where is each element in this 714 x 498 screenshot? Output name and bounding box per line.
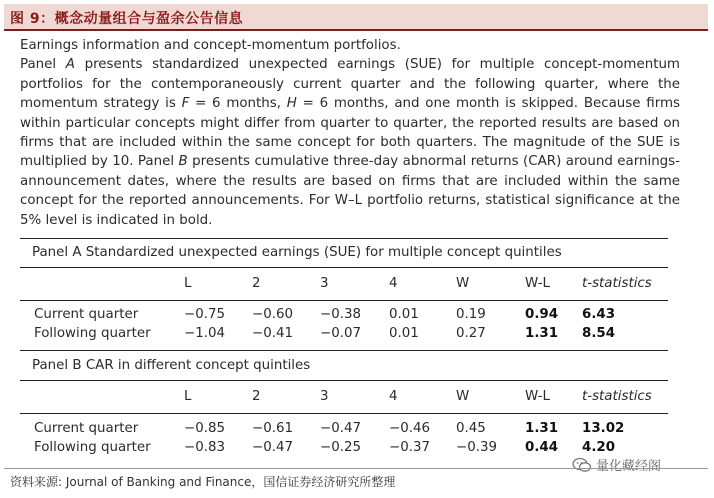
caption-heading: Earnings information and concept-momentum portfolios. xyxy=(20,38,401,53)
col-header: 3 xyxy=(320,276,329,291)
table-cell: 8.54 xyxy=(582,326,616,341)
col-header: 4 xyxy=(389,276,398,291)
col-header: t-statistics xyxy=(582,276,652,291)
table-cell: 0.01 xyxy=(389,326,419,341)
table-cell: −0.46 xyxy=(389,421,431,436)
table-cell: 0.44 xyxy=(525,440,559,455)
col-header: t-statistics xyxy=(582,389,652,404)
table-cell: 0.94 xyxy=(525,307,559,322)
caption-body: Panel A presents standardized unexpected earnings (SUE) for multiple concept-momentum portfolios for the contemporaneously current quarter and the following quarter, where the momentum strategy is F = 6 months, H = 6 months, and one month is skipped. Because firms within particular concepts might differ from quarter to quarter, the reported results are based on firms that are included within the same concept for both quarters. The magnitude of the SUE is multiplied by 10. Panel B presents cumulative three-day abnormal returns (CAR) around earnings-announcement dates, where the results are based on firms that are included within the same concept for the reported announcements. For W–L portfolio returns, statistical significance at the 5% level is indicated in bold. xyxy=(20,57,680,228)
figure-title-bar xyxy=(4,4,708,31)
table-cell: 0.27 xyxy=(456,326,486,341)
source-note: 资料来源: Journal of Banking and Finance，国信证券经济研究所整理 xyxy=(10,475,396,489)
col-header: L xyxy=(184,389,192,404)
table-cell: 0.01 xyxy=(389,307,419,322)
footer-divider xyxy=(4,468,708,469)
table-rule-top xyxy=(20,238,668,239)
panel-b-header-row xyxy=(0,389,714,409)
figure-caption xyxy=(20,36,680,230)
table-rule xyxy=(20,413,668,414)
watermark-text: 量化藏经阁 xyxy=(596,459,662,474)
panel-a-header-row xyxy=(0,276,714,296)
row-label: Following quarter xyxy=(34,440,151,455)
table-rule xyxy=(20,350,668,351)
row-label: Current quarter xyxy=(34,307,139,322)
table-cell: 6.43 xyxy=(582,307,616,322)
col-header: 3 xyxy=(320,389,329,404)
table-cell: −0.60 xyxy=(252,307,294,322)
col-header: W-L xyxy=(525,276,550,291)
row-label: Following quarter xyxy=(34,326,151,341)
table-cell: −0.83 xyxy=(184,440,226,455)
table-cell: −0.47 xyxy=(252,440,294,455)
table-cell: 0.19 xyxy=(456,307,486,322)
figure-title: 图 9：概念动量组合与盈余公告信息 xyxy=(10,11,244,27)
table-cell: 13.02 xyxy=(582,421,625,436)
table-row xyxy=(0,421,714,441)
table-row xyxy=(0,326,714,346)
wechat-icon xyxy=(572,457,592,473)
col-header: W xyxy=(456,389,470,404)
table-cell: 1.31 xyxy=(525,421,559,436)
table-cell: −0.85 xyxy=(184,421,226,436)
table-cell: −0.61 xyxy=(252,421,294,436)
watermark xyxy=(572,454,708,476)
table-rule xyxy=(20,300,668,301)
table-cell: −0.75 xyxy=(184,307,226,322)
table-cell: −0.47 xyxy=(320,421,362,436)
table-cell: −0.38 xyxy=(320,307,362,322)
table-rule xyxy=(20,267,668,268)
table-cell: 1.31 xyxy=(525,326,559,341)
col-header: 4 xyxy=(389,389,398,404)
table-cell: 4.20 xyxy=(582,440,616,455)
table-cell: 0.45 xyxy=(456,421,486,436)
table-cell: −0.07 xyxy=(320,326,362,341)
table-rule xyxy=(20,380,668,381)
table-cell: −0.37 xyxy=(389,440,431,455)
table-cell: −0.25 xyxy=(320,440,362,455)
table-cell: −0.39 xyxy=(456,440,498,455)
panel-a-title: Panel A Standardized unexpected earnings (SUE) for multiple concept quintiles xyxy=(32,245,562,260)
table-cell: −0.41 xyxy=(252,326,294,341)
col-header: L xyxy=(184,276,192,291)
table-cell: −1.04 xyxy=(184,326,226,341)
row-label: Current quarter xyxy=(34,421,139,436)
col-header: 2 xyxy=(252,276,261,291)
panel-b-title: Panel B CAR in different concept quintiles xyxy=(32,358,311,373)
col-header: W-L xyxy=(525,389,550,404)
table-row xyxy=(0,307,714,327)
col-header: W xyxy=(456,276,470,291)
col-header: 2 xyxy=(252,389,261,404)
